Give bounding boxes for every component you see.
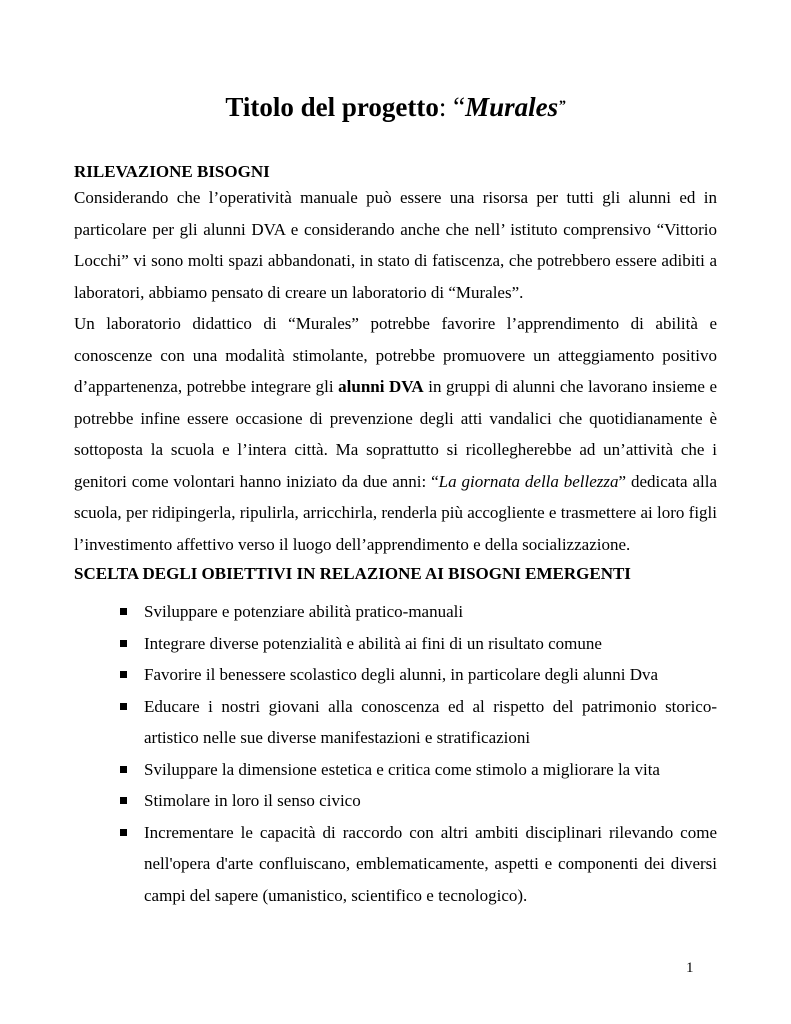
list-item-text: Educare i nostri giovani alla conoscenza ed al rispetto del patrimonio storico-artistico nelle sue diverse manifestazioni e stratificazioni bbox=[144, 696, 717, 747]
square-bullet-icon bbox=[120, 640, 127, 647]
paragraph-considerando: Considerando che l’operatività manuale può essere una risorsa per tutti gli alunni ed in particolare per gli alunni DVA e considerando anche che nell’ istituto comprensivo “Vittorio Locchi” vi sono molti spazi abbandonati, in stato di fatiscenza, che potrebbero essere adibiti a laboratori, abbiamo pensato di creare un laboratorio di “Murales”. bbox=[74, 188, 717, 302]
title-colon: : “ bbox=[438, 92, 466, 122]
square-bullet-icon bbox=[120, 608, 127, 615]
square-bullet-icon bbox=[120, 703, 127, 710]
title-project-name: Murales bbox=[465, 92, 559, 122]
list-item-text: Favorire il benessere scolastico degli alunni, in particolare degli alunni Dva bbox=[144, 665, 659, 684]
square-bullet-icon bbox=[120, 671, 127, 678]
square-bullet-icon bbox=[120, 766, 127, 773]
list-item bbox=[74, 691, 717, 754]
title-prefix: Titolo del progetto bbox=[225, 92, 439, 122]
list-item bbox=[74, 817, 717, 912]
objectives-list bbox=[74, 596, 717, 911]
list-item-text: Sviluppare e potenziare abilità pratico-manuali bbox=[144, 602, 464, 621]
document-body bbox=[74, 162, 717, 911]
section-heading-obiettivi: SCELTA DEGLI OBIETTIVI IN RELAZIONE AI BISOGNI EMERGENTI bbox=[74, 564, 631, 583]
page-number: 1 bbox=[686, 960, 694, 976]
list-item-text: Sviluppare la dimensione estetica e critica come stimolo a migliorare la vita bbox=[144, 759, 660, 779]
square-bullet-icon bbox=[120, 797, 127, 804]
list-item bbox=[74, 785, 717, 817]
page-title bbox=[0, 88, 791, 125]
bold-alunni-dva: alunni DVA bbox=[338, 377, 424, 396]
list-item-text: Stimolare in loro il senso civico bbox=[144, 791, 361, 810]
title-close-quote: ” bbox=[558, 98, 566, 114]
square-bullet-icon bbox=[120, 829, 127, 836]
list-item bbox=[74, 659, 717, 691]
paragraph-laboratorio bbox=[74, 308, 717, 560]
list-item bbox=[74, 596, 717, 628]
paragraph-laboratorio-part-c: ” dedicata alla scuola, per ridipingerla, ripulirla, arricchirla, renderla più accogliente e trasmettere ai loro figli l’investimento affettivo verso il luogo dell’apprendimento e della socializzazione. bbox=[74, 471, 717, 554]
list-item-text: Incrementare le capacità di raccordo con altri ambiti disciplinari rilevando come nell'opera d'arte confluiscano, emblematicamente, aspetti e componenti dei diversi campi del sapere (umanistico, scientifico e tecnologico). bbox=[144, 822, 717, 905]
list-item-text: Integrare diverse potenzialità e abilità ai fini di un risultato comune bbox=[144, 633, 602, 653]
list-item bbox=[74, 628, 717, 660]
list-item bbox=[74, 754, 717, 786]
paragraph-laboratorio-part-b: in gruppi di alunni che lavorano insieme e potrebbe infine essere occasione di prevenzione degli atti vandalici che quotidianamente è sottoposta la scuola e l’intera città. Ma soprattutto si ricollegherebbe ad un’attività che i genitori come volontari hanno iniziato da due anni: “ bbox=[74, 377, 717, 491]
italic-giornata-bellezza: La giornata della bellezza bbox=[438, 471, 619, 491]
paragraph-laboratorio-part-a: Un laboratorio didattico di “Murales” potrebbe favorire l’apprendimento di abilità e conoscenze con una modalità stimolante, potrebbe promuovere un atteggiamento positivo d’appartenenza, potrebbe integrare gli bbox=[74, 314, 717, 396]
section-heading-rilevazione: RILEVAZIONE BISOGNI bbox=[74, 162, 270, 181]
